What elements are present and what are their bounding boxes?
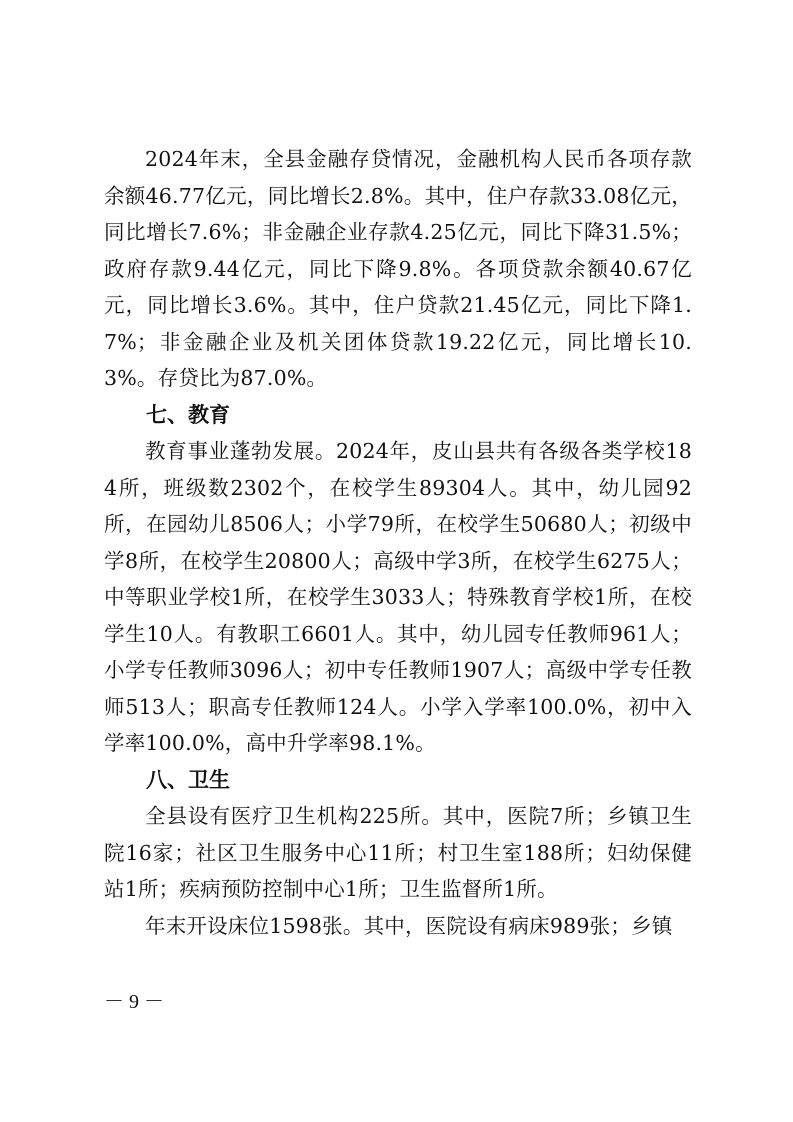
paragraph-health-institutions: 全县设有医疗卫生机构225所。其中，医院7所；乡镇卫生院16家；社区卫生服务中心11所；村卫生室188所；妇幼保健站1所；疾病预防控制中心1所；卫生监督所1所。 [104, 804, 692, 901]
paragraph-finance: 2024年末，全县金融存贷情况，金融机构人民币各项存款余额46.77亿元，同比增长2.8%。其中，住户存款33.08亿元，同比增长7.6%；非金融企业存款4.25亿元，同比下降31.5%；政府存款9.44亿元，同比下降9.8%。各项贷款余额40.67亿元，同比增长3.6%。其中，住户贷款21.45亿元，同比下降1.7%；非金融企业及机关团体贷款19.22亿元，同比增长10.3%。存贷比为87.0%。 [104, 147, 692, 390]
paragraph-education: 教育事业蓬勃发展。2024年，皮山县共有各级各类学校184所，班级数2302个，在校学生89304人。其中，幼儿园92所，在园幼儿8506人；小学79所，在校学生50680人；初级中学8所，在校学生20800人；高级中学3所，在校学生6275人；中等职业学校1所，在校学生3033人；特殊教育学校1所，在校学生10人。有教职工6601人。其中，幼儿园专任教师961人；小学专任教师3096人；初中专任教师1907人；高级中学专任教师513人；职高专任教师124人。小学入学率100.0%，初中入学率100.0%，高中升学率98.1%。 [104, 439, 692, 755]
heading-education: 七、教育 [146, 402, 230, 427]
paragraph-health-beds: 年末开设床位1598张。其中，医院设有病床989张；乡镇 [145, 913, 673, 938]
document-body [104, 141, 692, 944]
page-number: － 9 － [104, 991, 164, 1013]
heading-health: 八、卫生 [146, 767, 230, 792]
